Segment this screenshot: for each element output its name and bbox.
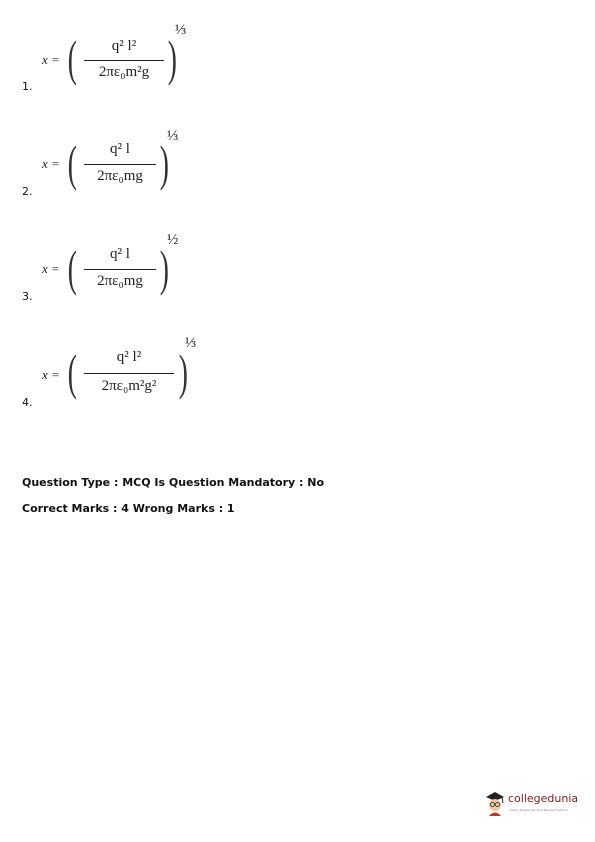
formula-numerator: q² l² xyxy=(116,349,142,365)
formula xyxy=(42,335,222,414)
formula-denominator: 2πε₀m²g xyxy=(98,64,150,80)
formula-exponent: ⅓ xyxy=(167,128,179,144)
logo-name: collegedunia xyxy=(508,792,579,805)
right-paren: ) xyxy=(167,30,177,86)
question-type-line: Question Type : MCQ Is Question Mandatory : No xyxy=(22,476,325,489)
left-paren: ( xyxy=(67,30,77,86)
option-4 xyxy=(22,335,222,414)
logo-tagline: India's largest Student Review Platform xyxy=(509,808,569,812)
formula xyxy=(42,128,222,206)
formula-exponent: ½ xyxy=(167,232,179,248)
left-paren: ( xyxy=(67,344,77,400)
formula-numerator: q² l xyxy=(110,141,130,157)
formula-lhs: x = xyxy=(42,367,60,382)
collegedunia-logo xyxy=(484,790,584,818)
formula-denominator: 2πε₀mg xyxy=(97,273,143,289)
option-number: 4. xyxy=(22,396,33,409)
formula-denominator: 2πε₀m²g² xyxy=(101,378,157,394)
formula-lhs: x = xyxy=(42,156,60,171)
formula-lhs: x = xyxy=(42,261,60,276)
left-paren: ( xyxy=(67,240,77,296)
formula xyxy=(42,232,222,311)
right-paren: ) xyxy=(159,240,169,296)
formula-exponent: ⅓ xyxy=(185,335,197,351)
mascot-icon xyxy=(484,790,506,816)
option-number: 3. xyxy=(22,290,33,303)
right-paren: ) xyxy=(159,135,169,191)
formula-numerator: q² l² xyxy=(111,38,137,54)
option-3 xyxy=(22,232,222,311)
fraction-bar xyxy=(84,164,156,165)
formula-denominator: 2πε₀mg xyxy=(97,168,143,184)
fraction-bar xyxy=(84,60,164,61)
formula-lhs: x = xyxy=(42,52,60,67)
marks-line: Correct Marks : 4 Wrong Marks : 1 xyxy=(22,502,235,515)
right-paren: ) xyxy=(178,344,188,400)
option-number: 1. xyxy=(22,80,33,93)
fraction-bar xyxy=(84,373,174,374)
fraction-bar xyxy=(84,269,156,270)
option-number: 2. xyxy=(22,185,33,198)
option-1 xyxy=(22,22,222,100)
formula-numerator: q² l xyxy=(110,246,130,262)
formula xyxy=(42,22,222,100)
formula-exponent: ⅓ xyxy=(175,22,187,38)
left-paren: ( xyxy=(67,135,77,191)
option-2 xyxy=(22,128,222,206)
